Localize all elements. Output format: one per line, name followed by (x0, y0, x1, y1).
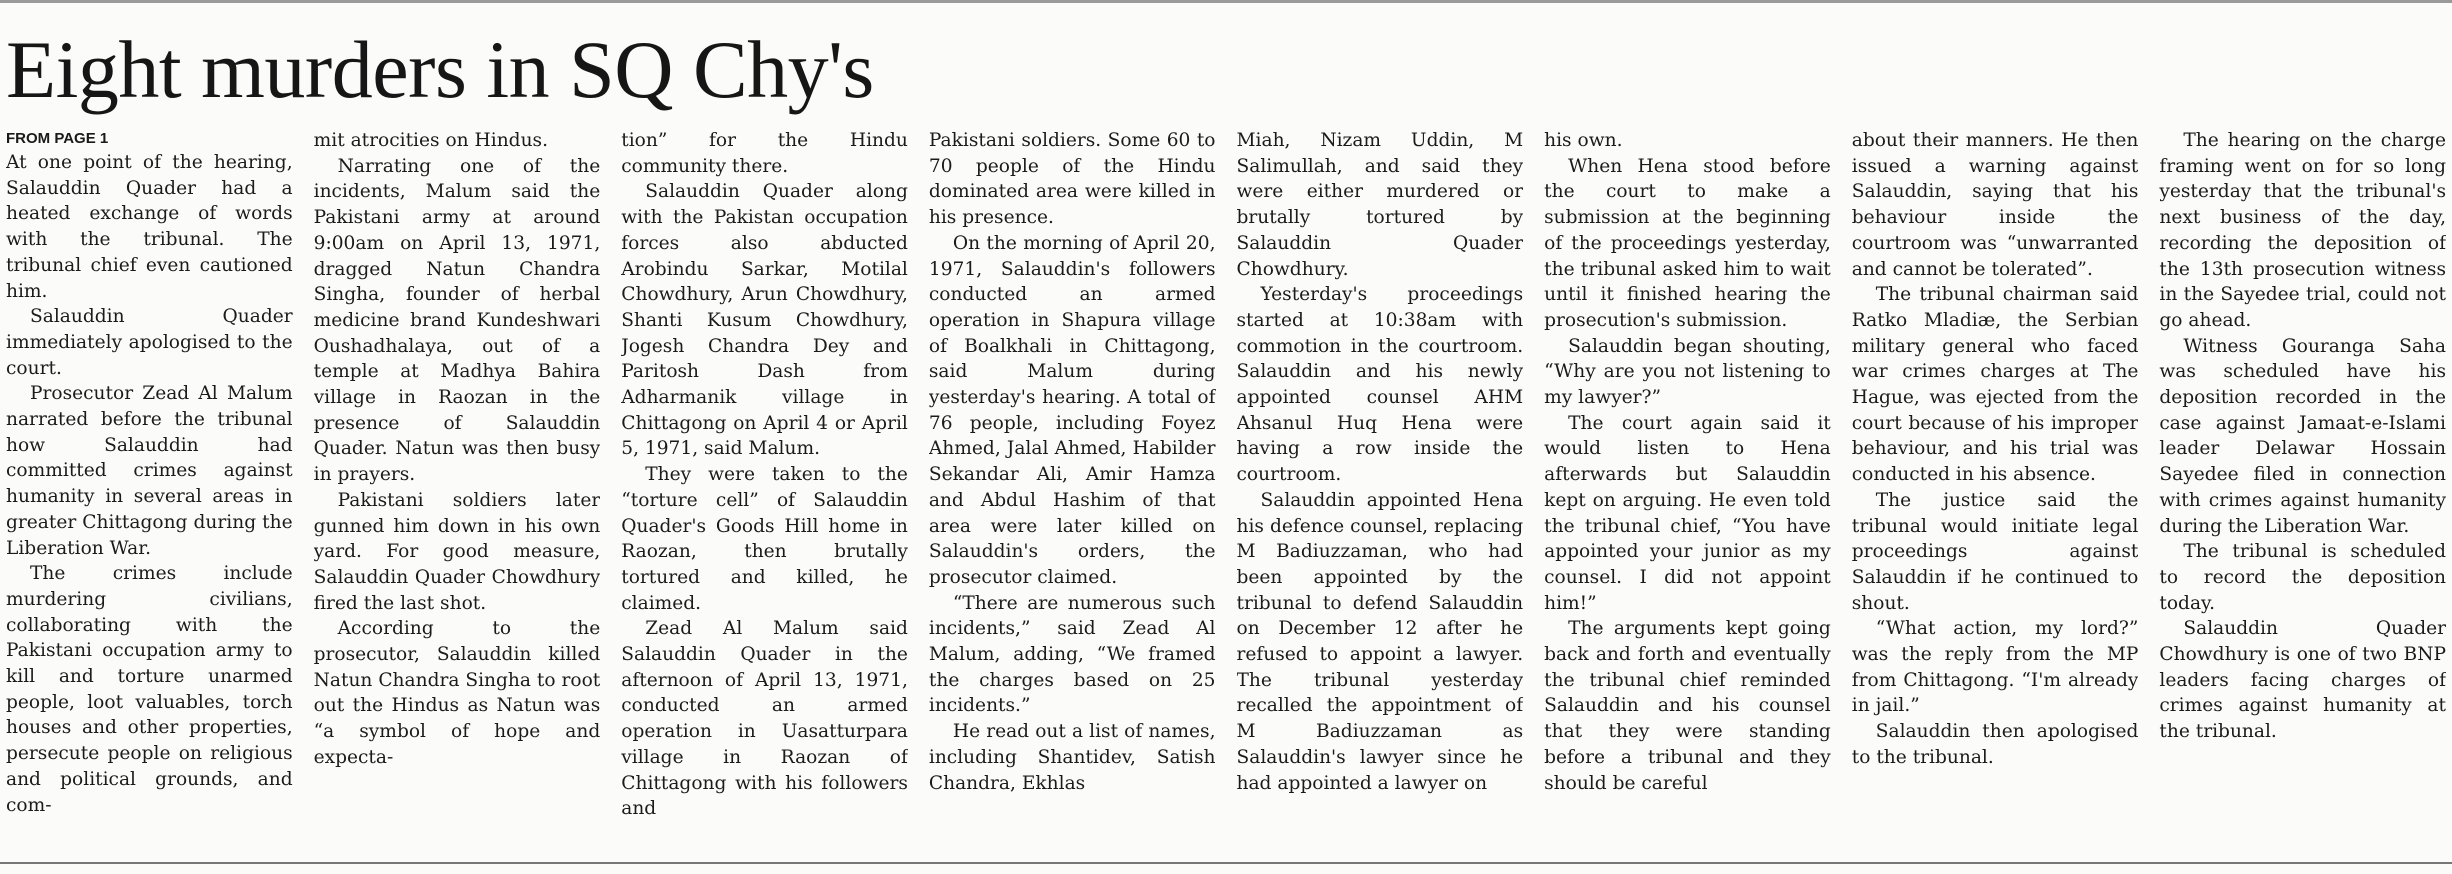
column-7 (1852, 128, 2139, 848)
paragraph: When Hena stood before the court to make a submission at the beginning of the proceedings yesterday, the tribunal asked him to wait until it finished hearing the prosecution's submission. (1544, 155, 1831, 331)
paragraph: “What action, my lord?” was the reply from the MP from Chittagong. “I'm already in jail.” (1851, 618, 2139, 717)
article-body (6, 128, 2446, 848)
paragraph: Salauddin Quader along with the Pakistan occupation forces also abducted Arobindu Sarkar, Motilal Chowdhury, Arun Chowdhury, Shanti Kusum Chowdhury, Jogesh Chandra Dey and Paritosh Dash from Adharmanik village in Chittagong on April 4 or April 5, 1971, said Malum. (621, 181, 908, 460)
paragraph: Miah, Nizam Uddin, M Salimullah, and said they were either murdered or brutally tortured by Salauddin Quader Chowdhury. (1236, 130, 1524, 280)
paragraph: The justice said the tribunal would initiate legal proceedings against Salauddin if he continued to shout. (1851, 489, 2139, 614)
paragraph: On the morning of April 20, 1971, Salauddin's followers conducted an armed operation in Shapura village of Boalkhali in Chittagong, said Malum during yesterday's hearing. A total of 76 people, including Foyez Ahmed, Jalal Ahmed, Habilder Sekandar Ali, Amir Hamza and Abdul Hashim of that area were later killed on Salauddin's orders, the prosecutor claimed. (928, 232, 1216, 588)
paragraph: mit atrocities on Hindus. (313, 130, 549, 151)
column-2 (314, 128, 601, 848)
paragraph: about their manners. He then issued a warning against Salauddin, saying that his behaviour inside the courtroom was “unwarranted and cannot be tolerated”. (1851, 130, 2139, 280)
paragraph: Narrating one of the incidents, Malum said the Pakistani army at around 9:00am on April 13, 1971, dragged Natun Chandra Singha, founder of herbal medicine brand Kundeshwari Oushadhalaya, out of a temple at Madhya Bahira village in Raozan in the presence of Salauddin Quader. Natun was then busy in prayers. (313, 155, 601, 486)
paragraph: his own. (1544, 130, 1623, 151)
paragraph: According to the prosecutor, Salauddin killed Natun Chandra Singha to root out the Hindus as Natun was “a symbol of hope and expecta- (313, 618, 601, 768)
paragraph: The hearing on the charge framing went on for so long yesterday that the tribunal's next business of the day, recording the deposition of the 13th prosecution witness in the Sayedee trial, could not go ahead. (2159, 130, 2446, 331)
column-8 (2159, 128, 2446, 848)
paragraph: The arguments kept going back and forth and eventually the tribunal chief reminded Salauddin and his counsel that they were standing before a tribunal and they should be careful (1544, 618, 1831, 794)
paragraph: The crimes include murdering civilians, collaborating with the Pakistani occupation army to kill and torture unarmed people, loot valuables, torch houses and other properties, persecute people on religious and political grounds, and com- (6, 563, 293, 816)
paragraph: Prosecutor Zead Al Malum narrated before the tribunal how Salauddin had committed crimes against humanity in several areas in greater Chittagong during the Liberation War. (6, 383, 293, 559)
paragraph: He read out a list of names, including Shantidev, Satish Chandra, Ekhlas (928, 721, 1216, 794)
column-6 (1544, 128, 1831, 848)
headline: Eight murders in SQ Chy's (6, 24, 874, 115)
column-4 (929, 128, 1216, 848)
paragraph: The tribunal is scheduled to record the deposition today. (2159, 541, 2446, 614)
paragraph: They were taken to the “torture cell” of Salauddin Quader's Goods Hill home in Raozan, then brutally tortured and killed, he claimed. (621, 464, 908, 614)
paragraph: Yesterday's proceedings started at 10:38am with commotion in the courtroom. Salauddin and his newly appointed counsel AHM Ahsanul Huq Hena were having a row inside the courtroom. (1236, 284, 1524, 486)
paragraph: The court again said it would listen to Hena afterwards but Salauddin kept on arguing. He even told the tribunal chief, “You have appointed your junior as my counsel. I did not appoint him!” (1544, 412, 1831, 614)
paragraph: Pakistani soldiers later gunned him down in his own yard. For good measure, Salauddin Quader Chowdhury fired the last shot. (313, 489, 601, 614)
column-3 (621, 128, 908, 848)
paragraph: Witness Gouranga Saha was scheduled have his deposition recorded in the case against Jamaat-e-Islami leader Delawar Hossain Sayedee filed in connection with crimes against humanity during the Liberation War. (2159, 335, 2446, 537)
paragraph: Zead Al Malum said Salauddin Quader in the afternoon of April 13, 1971, conducted an armed operation in Uasatturpara village in Raozan of Chittagong with his followers and (621, 618, 908, 820)
paragraph: Salauddin then apologised to the tribunal. (1851, 721, 2139, 768)
from-page-kicker: FROM PAGE 1 (6, 130, 109, 147)
paragraph: “There are numerous such incidents,” said Zead Al Malum, adding, “We framed the charges based on 25 incidents.” (928, 592, 1216, 717)
paragraph: The tribunal chairman said Ratko Mladiæ, the Serbian military general who faced war crimes charges at The Hague, was ejected from the court because of his improper behaviour, and his trial was conducted in his absence. (1851, 284, 2139, 486)
paragraph: Pakistani soldiers. Some 60 to 70 people of the Hindu dominated area were killed in his presence. (928, 130, 1216, 229)
paragraph: Salauddin began shouting, “Why are you not listening to my lawyer?” (1544, 335, 1831, 409)
paragraph: Salauddin appointed Hena his defence counsel, replacing M Badiuzzaman, who had been appointed by the tribunal to defend Salauddin on December 12 after he refused to appoint a lawyer. The tribunal yesterday recalled the appointment of M Badiuzzaman as Salauddin's lawyer since he had appointed a lawyer on (1236, 489, 1524, 794)
column-5 (1237, 128, 1524, 848)
top-rule (0, 0, 2452, 3)
paragraph: At one point of the hearing, Salauddin Quader had a heated exchange of words with the tribunal. The tribunal chief even cautioned him. (6, 152, 293, 302)
column-1 (6, 128, 293, 848)
paragraph: Salauddin Quader Chowdhury is one of two BNP leaders facing charges of crimes against humanity at the tribunal. (2159, 618, 2446, 743)
bottom-rule (0, 862, 2452, 864)
paragraph: Salauddin Quader immediately apologised to the court. (6, 306, 293, 379)
paragraph: tion” for the Hindu community there. (621, 130, 908, 177)
